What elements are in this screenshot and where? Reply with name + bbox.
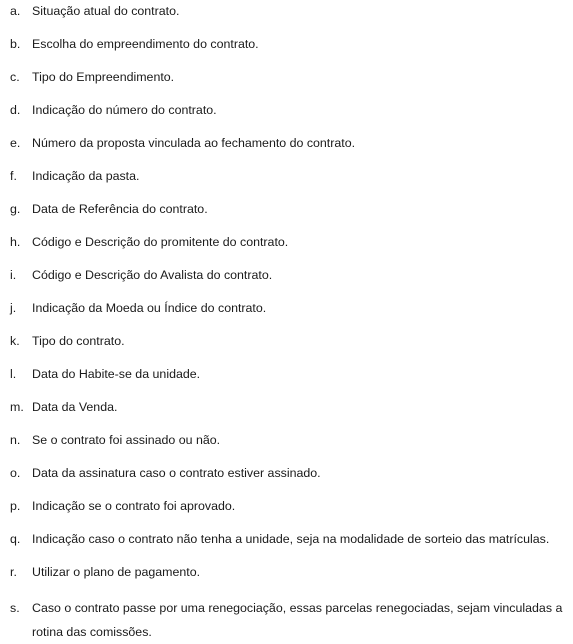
list-marker: e. [10, 136, 21, 150]
list-marker: o. [10, 466, 21, 480]
list-item [0, 332, 573, 365]
list-item [0, 365, 573, 398]
list-item [0, 200, 573, 233]
list-item [0, 299, 573, 332]
list-item [0, 431, 573, 464]
list-marker: g. [10, 202, 21, 216]
list-item [0, 68, 573, 101]
list-item-text: Data de Referência do contrato. [32, 202, 208, 216]
list-item [0, 167, 573, 200]
list-item-text: Data do Habite-se da unidade. [32, 367, 201, 381]
list-item [0, 101, 573, 134]
list-item [0, 497, 573, 530]
list-marker: q. [10, 532, 21, 546]
list-item-text: Data da assinatura caso o contrato estiver assinado. [32, 466, 321, 480]
list-item-text: Indicação se o contrato foi aprovado. [32, 499, 236, 513]
list-item [0, 398, 573, 431]
list-item-text: Tipo do Empreendimento. [32, 70, 175, 84]
list-item-text: Código e Descrição do promitente do contrato. [32, 235, 289, 249]
list-item [0, 2, 573, 35]
list-item-text: Situação atual do contrato. [32, 4, 180, 18]
list-item [0, 530, 573, 563]
list-item-text: Número da proposta vinculada ao fechamento do contrato. [32, 136, 356, 150]
list-item-text: Indicação da Moeda ou Índice do contrato. [32, 301, 267, 315]
list-marker: i. [10, 268, 17, 282]
list-marker: k. [10, 334, 20, 348]
list-item [0, 233, 573, 266]
list-item [0, 266, 573, 299]
list-marker: s. [10, 601, 20, 615]
lettered-list [0, 2, 573, 644]
list-marker: p. [10, 499, 21, 513]
list-marker: a. [10, 4, 21, 18]
list-marker: h. [10, 235, 21, 249]
list-item [0, 35, 573, 68]
list-marker: n. [10, 433, 21, 447]
list-item-text: Código e Descrição do Avalista do contrato. [32, 268, 273, 282]
list-marker: d. [10, 103, 21, 117]
list-marker: l. [10, 367, 17, 381]
list-item-text: Indicação do número do contrato. [32, 103, 217, 117]
list-item-text: Indicação da pasta. [32, 169, 140, 183]
list-marker: m. [10, 400, 24, 414]
list-item [0, 134, 573, 167]
list-item [0, 563, 573, 596]
list-item [0, 464, 573, 497]
list-item-text: Tipo do contrato. [32, 334, 125, 348]
list-marker: c. [10, 70, 20, 84]
list-item-text: Se o contrato foi assinado ou não. [32, 433, 221, 447]
list-item-text: Escolha do empreendimento do contrato. [32, 37, 259, 51]
list-marker: f. [10, 169, 17, 183]
list-item-text: Utilizar o plano de pagamento. [32, 565, 201, 579]
list-item-text: Indicação caso o contrato não tenha a unidade, seja na modalidade de sorteio das matrículas. [32, 532, 550, 546]
list-item [0, 596, 573, 644]
list-marker: j. [10, 301, 17, 315]
list-marker: b. [10, 37, 21, 51]
list-marker: r. [10, 565, 17, 579]
list-item-text: Data da Venda. [32, 400, 118, 414]
list-item-text: Caso o contrato passe por uma renegociação, essas parcelas renegociadas, sejam vinculadas a rotina das comissões. [32, 601, 563, 639]
